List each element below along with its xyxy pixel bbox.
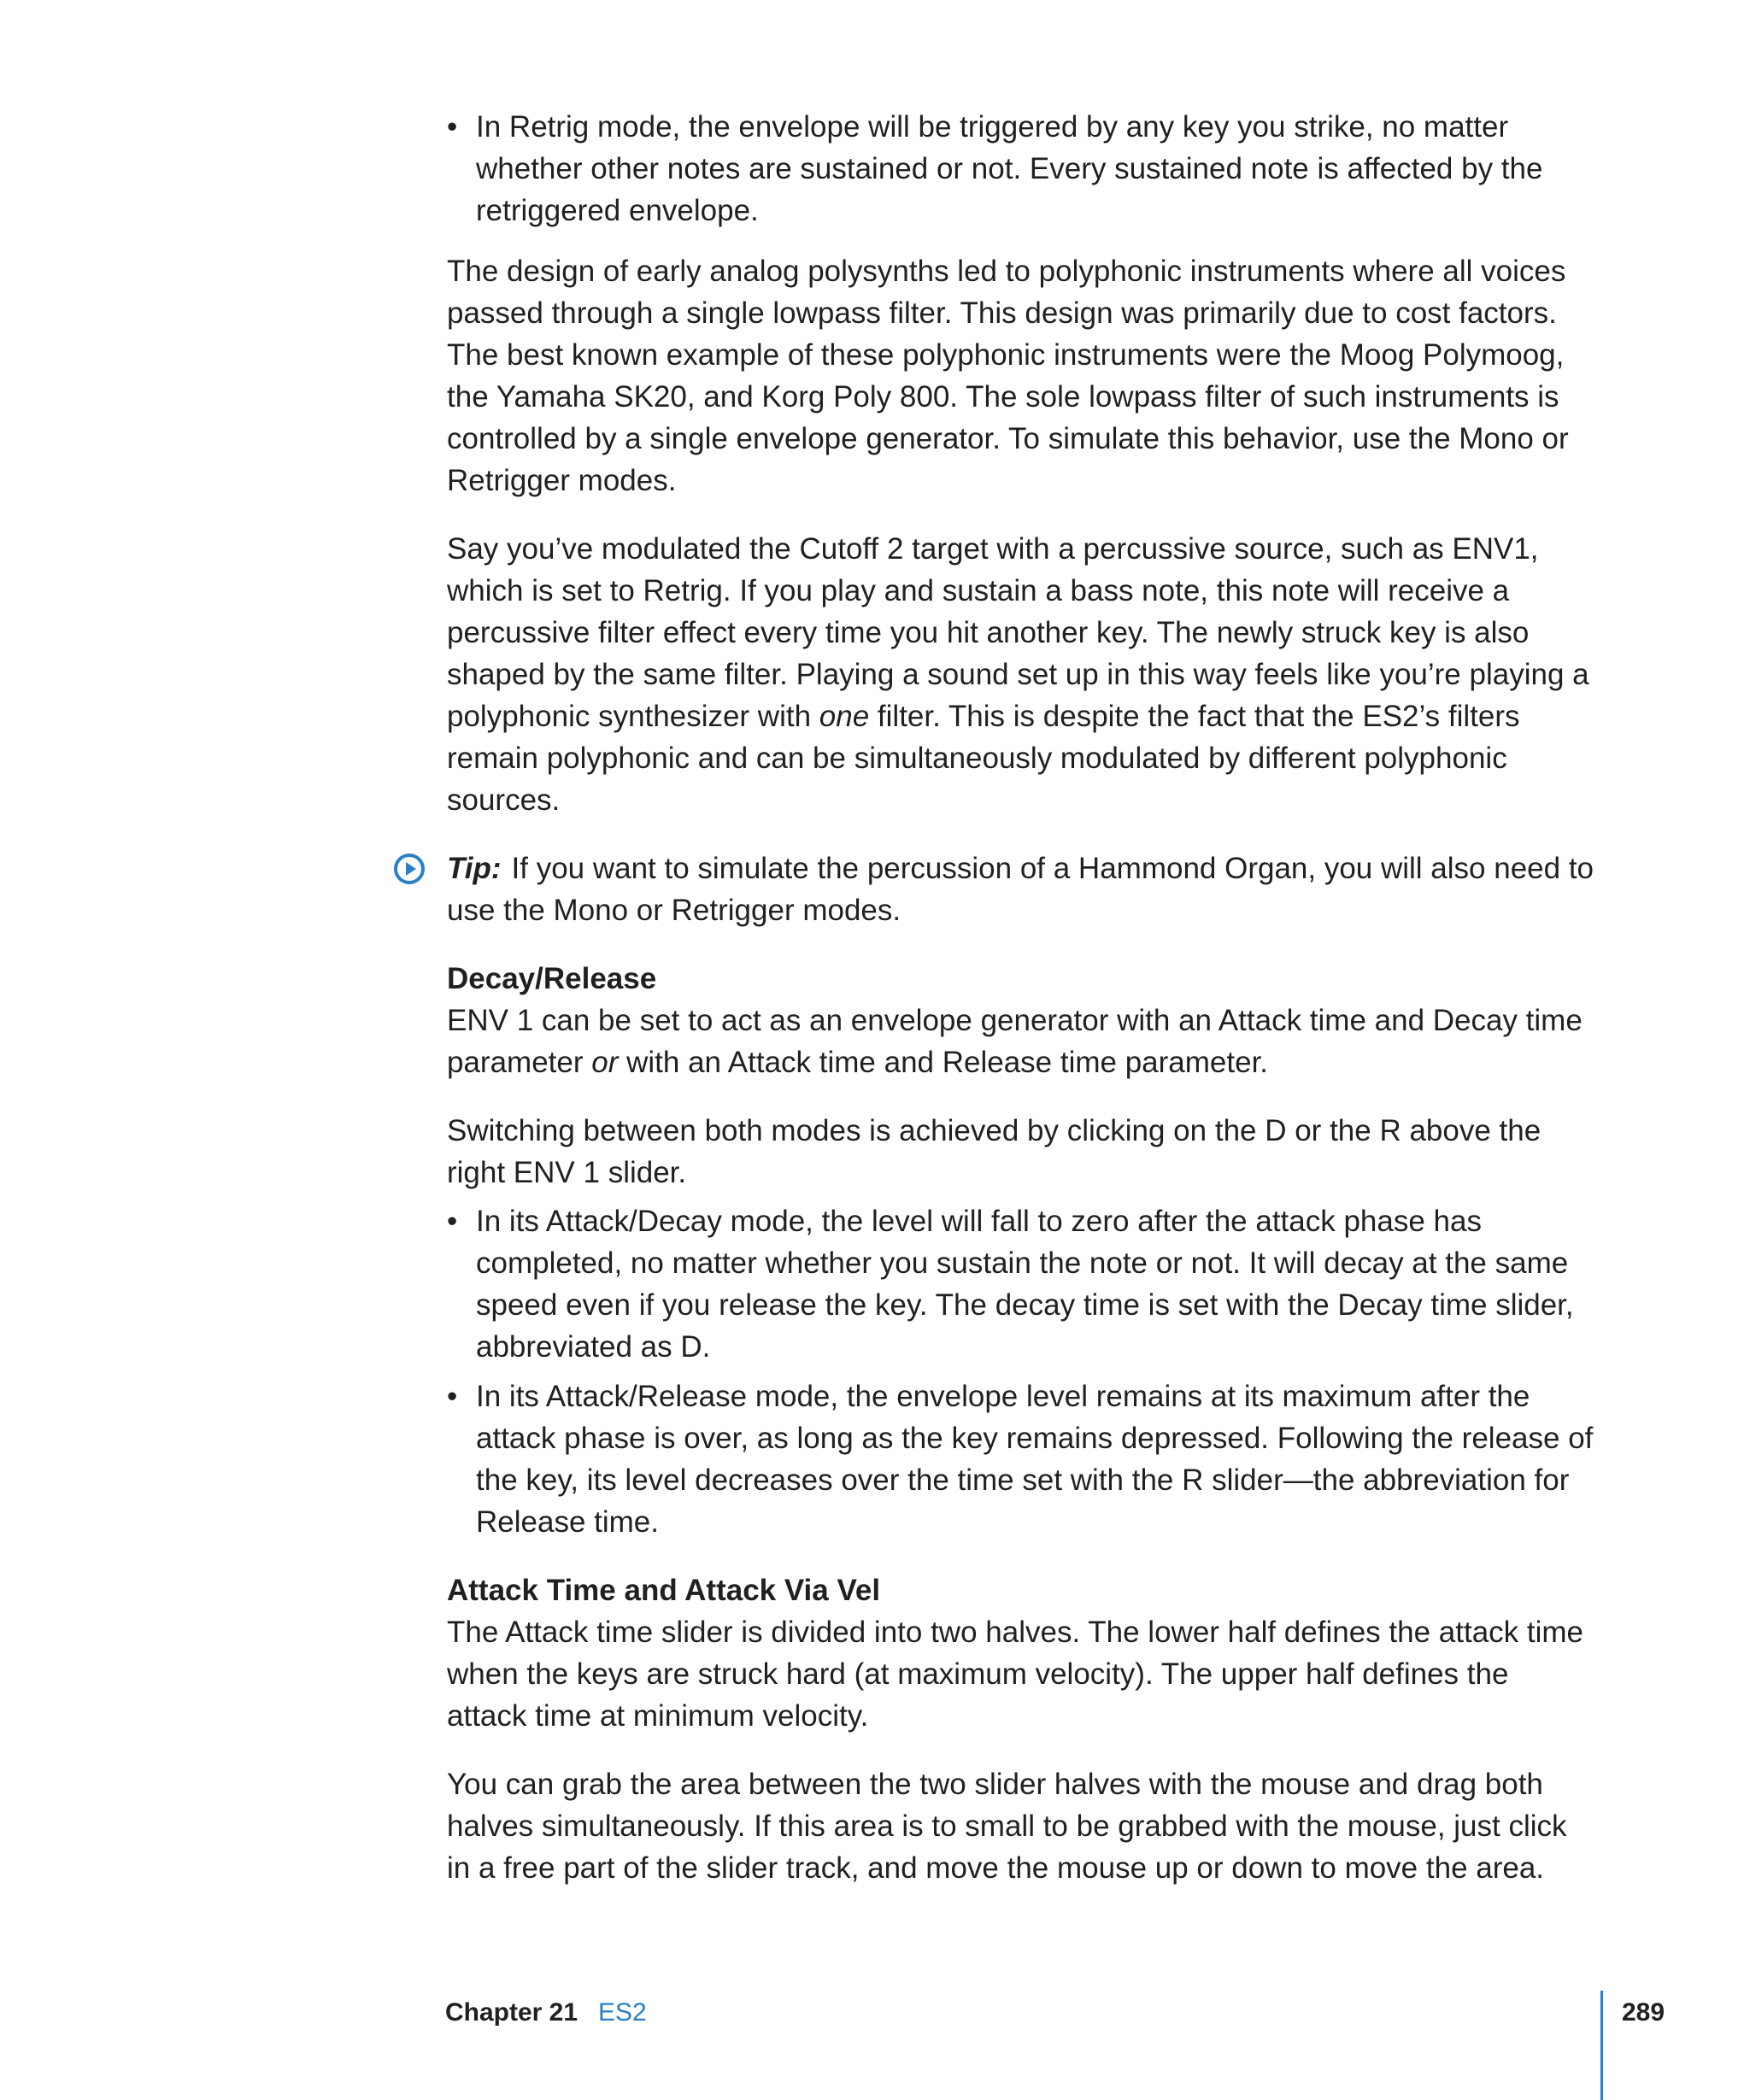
bullet-item-attack-decay	[447, 1200, 1596, 1368]
page-number: 289	[1622, 1998, 1665, 2027]
paragraph-switching	[447, 1110, 1596, 1194]
paragraph-text: with an Attack time and Release time parameter.	[618, 1046, 1269, 1079]
bullet-item-retrig	[447, 106, 1596, 232]
paragraph-grab-area	[447, 1763, 1596, 1889]
bullet-item-attack-release	[447, 1376, 1596, 1543]
paragraph-design	[447, 250, 1596, 502]
tip-text: If you want to simulate the percussion of a Hammond Organ, you will also need to use the Mono or Retrigger modes.	[447, 852, 1594, 927]
section-heading-attack-time: Attack Time and Attack Via Vel	[447, 1574, 881, 1607]
paragraph-env1	[447, 1000, 1596, 1083]
paragraph-text: Switching between both modes is achieved by clicking on the D or the R above the right ENV 1 slider.	[447, 1114, 1542, 1189]
footer-chapter-title: ES2	[598, 1998, 647, 2027]
paragraph-attack-slider	[447, 1611, 1596, 1737]
paragraph-text: ENV 1 can be set to act as an envelope generator with an Attack time and Decay time parameter	[447, 1004, 1583, 1079]
paragraph-text: You can grab the area between the two slider halves with the mouse and drag both halves simultaneously. If this area is to small to be grabbed with the mouse, just click in a free part of the slider track, and move the mouse up or down to move the area.	[447, 1768, 1567, 1885]
section-heading-decay-release: Decay/Release	[447, 962, 657, 995]
paragraph-percussive-filter	[447, 528, 1596, 821]
bullet-text: In its Attack/Release mode, the envelope level remains at its maximum after the attack phase is over, as long as the key remains depressed. Following the release of the key, its level decreases over the time set with the R slider—the abbreviation for Release time.	[476, 1380, 1594, 1539]
tip-label: Tip:	[447, 852, 502, 885]
bullet-text: In its Attack/Decay mode, the level will fall to zero after the attack phase has completed, no matter whether you sustain the note or not. It will decay at the same speed even if you release the key. The decay time is set with the Decay time slider, abbreviated as D.	[476, 1205, 1574, 1364]
page-body	[447, 106, 1596, 1915]
paragraph-text: The Attack time slider is divided into two halves. The lower half defines the attack time when the keys are struck hard (at maximum velocity). The upper half defines the attack time at minimum velocity.	[447, 1616, 1583, 1733]
paragraph-text: The design of early analog polysynths led to polyphonic instruments where all voices passed through a single lowpass filter. This design was primarily due to cost factors. The best known example of these polyphonic instruments were the Moog Polymoog, the Yamaha SK20, and Korg Poly 800. The sole lowpass filter of such instruments is controlled by a single envelope generator. To simulate this behavior, use the Mono or Retrigger modes.	[447, 255, 1569, 497]
emphasis-text: or	[591, 1046, 619, 1079]
tip-box	[447, 848, 1596, 931]
bullet-text: In Retrig mode, the envelope will be triggered by any key you strike, no matter whether other notes are sustained or not. Every sustained note is affected by the retriggered envelope.	[476, 110, 1543, 227]
paragraph-text: Say you’ve modulated the Cutoff 2 target with a percussive source, such as ENV1, which is set to Retrig. If you play and sustain a bass note, this note will receive a percussive filter effect every time you hit another key. The newly struck key is also shaped by the same filter. Playing a sound set up in this way feels like you’re playing a polyphonic synthesizer with	[447, 532, 1589, 733]
play-arrow-circle-icon	[394, 853, 425, 884]
footer-divider	[1600, 1991, 1603, 2100]
footer-chapter: Chapter 21	[445, 1998, 578, 2027]
emphasis-text: one	[819, 700, 870, 733]
paragraph-text: filter. This is despite the fact that the ES2’s filters remain polyphonic and can be simultaneously modulated by different polyphonic sources.	[447, 700, 1520, 817]
